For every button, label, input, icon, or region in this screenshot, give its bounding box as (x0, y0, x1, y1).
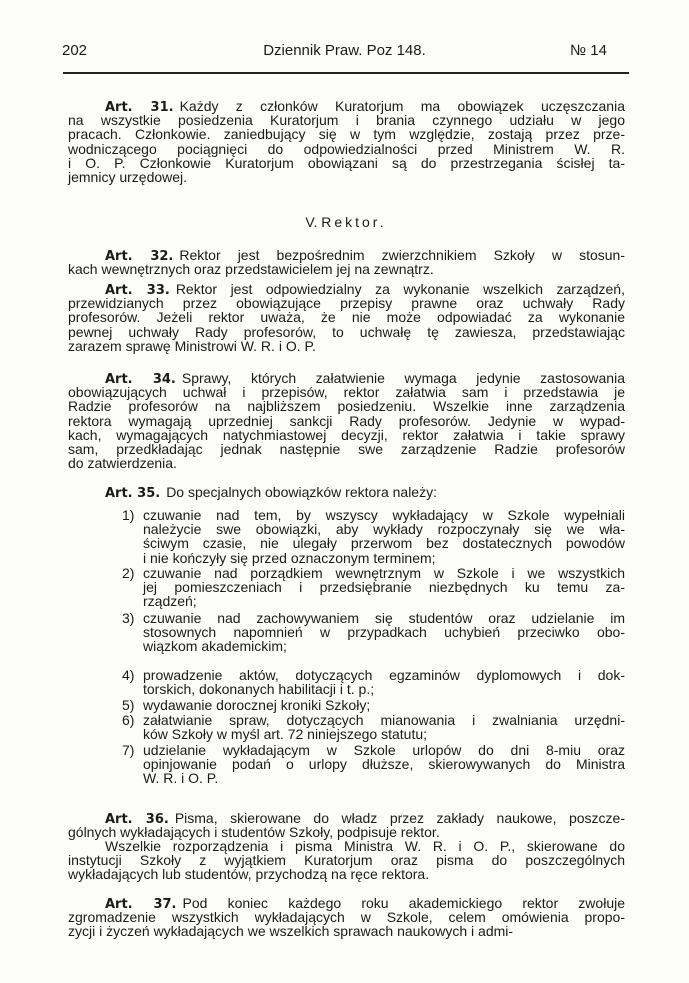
issue-number: № 14 (570, 42, 607, 59)
text-line (143, 594, 625, 608)
text-line (68, 296, 625, 310)
article-label: Art. 37. (105, 897, 177, 912)
text-line (143, 625, 625, 639)
article-label: Art. 32. (105, 249, 174, 264)
line-text: czuwanie nad zachowywaniem się studentów oraz udzielanie im (143, 610, 625, 626)
line-text: W. R. i O. P. (143, 770, 219, 787)
text-line (105, 839, 625, 853)
line-text: Sprawy, których załatwienie wymaga jedynie zastosowania (181, 370, 625, 386)
text-line (68, 924, 625, 938)
text-line (143, 771, 625, 785)
text-line (68, 142, 625, 156)
text-line (143, 566, 625, 580)
list-item-number: 7) (122, 742, 135, 758)
text-line (143, 698, 625, 712)
article-label: Art. 31. (105, 100, 174, 115)
line-text: pewnej uchwały Rady profesorów, to uchwałę tę zawiesza, przedstawiając (68, 323, 625, 340)
text-line (68, 310, 625, 324)
text-line (68, 385, 625, 399)
line-text: jej pomieszczeniach i przedsiębranie niezbędnych ku temu za- (143, 579, 625, 596)
line-text: Rektor jest odpowiedzialny za wykonanie wszelkich zarządzeń, (175, 281, 625, 297)
line-text: prowadzenie aktów, dotyczących egzaminów dyplomowych i dok- (143, 667, 625, 683)
section-number: V. (305, 214, 318, 230)
text-line (105, 485, 625, 499)
text-line (143, 508, 625, 522)
text-line (105, 248, 625, 262)
text-line (143, 743, 625, 757)
line-text: Wszelkie rozporządzenia i pisma Ministra W. R. i O. P., skierowane do (105, 838, 625, 854)
line-text: załatwianie spraw, dotyczących mianowania i zwalniania urzędni- (143, 712, 625, 728)
text-line (68, 910, 625, 924)
line-text: wykładających lub studentów, przychodzą na ręce rektora. (68, 866, 430, 883)
text-line (143, 757, 625, 771)
line-text: instytucji Szkoły z wyjątkiem Kuratorjum oraz pisma do poszczególnych (68, 852, 625, 869)
text-line (105, 282, 625, 296)
text-line (105, 371, 625, 385)
line-text: pracach. Członkowie. zaniedbujący się w tym względzie, zostają przez prze- (68, 126, 625, 143)
line-text: czuwanie nad tem, by wszyscy wykładający w Szkole wypełniali (143, 507, 625, 523)
text-line (143, 551, 625, 565)
text-line (143, 522, 625, 536)
text-line (68, 325, 625, 339)
line-text: rządzeń; (143, 593, 197, 610)
list-item-number: 4) (122, 667, 135, 683)
text-line (143, 713, 625, 727)
line-text: opinjowanie podań o urlopy dłuższe, skierowywanych do Ministra (143, 756, 625, 773)
running-title: Dziennik Praw. Poz 148. (263, 42, 426, 59)
line-text: gólnych wykładających i studentów Szkoły, podpisuje rektor. (68, 824, 440, 841)
text-line (143, 536, 625, 550)
section-title: Rektor. (321, 214, 387, 230)
text-line (68, 399, 625, 413)
text-line (68, 339, 625, 353)
line-text: zgromadzenie wszystkich wykładających w Szkole, celem omówienia propo- (68, 909, 625, 926)
line-text: obowiązujących uchwał i przepisów, rektor załatwia sam i przedstawia je (68, 384, 625, 401)
text-line (105, 811, 625, 825)
section-heading (63, 215, 629, 229)
text-line (105, 99, 625, 113)
list-item-number: 1) (122, 507, 135, 523)
text-line (68, 170, 625, 184)
text-line (68, 456, 625, 470)
text-line (68, 113, 625, 127)
list-item-number: 3) (122, 610, 135, 626)
line-text: udzielanie wykładającym w Szkole urlopów do dni 8-miu oraz (143, 742, 625, 758)
list-item-number: 6) (122, 712, 135, 728)
line-text: sam, przedkładając jednak następnie swe zarządzenie Radzie profesorów (68, 441, 625, 457)
line-text: przewidzianych przez obowiązujące przepisy prawne oraz uchwały Rady (68, 295, 625, 312)
text-line (143, 668, 625, 682)
line-text: jemnicy urzędowej. (68, 169, 188, 185)
line-text: rektora wymagają uprzedniej sankcji Rady profesorów. Jedynie w wypad- (68, 412, 625, 429)
article-label: Art. 34. (105, 372, 176, 387)
text-line (68, 127, 625, 141)
line-text: ściwym czasie, nie ulegały przerwom bez dostatecznych powodów (143, 535, 625, 552)
line-text: wiązkom akademickim; (143, 638, 287, 655)
header-rule (63, 72, 629, 74)
line-text: na wszystkie posiedzenia Kuratorjum i brania czynnego udziału w jego (68, 112, 625, 129)
line-text: ków Szkoły w myśl art. 72 niniejszego statutu; (143, 726, 428, 743)
line-text: i O. P. Członkowie Kuratorjum obowiązani są do przestrzegania ścisłej ta- (68, 154, 625, 171)
line-text: profesorów. Jeżeli rektor uważa, że nie może odpowiadać za wykonanie (68, 309, 625, 326)
line-text: Pisma, skierowane do władz przez zakłady naukowe, poszcze- (174, 810, 625, 826)
line-text: Każdy z członków Kuratorjum ma obowiązek uczęszczania (179, 98, 625, 114)
text-line (143, 682, 625, 696)
line-text: czuwanie nad porządkiem wewnętrznym w Szkole i we wszystkich (143, 565, 625, 581)
line-text: Pod koniec każdego roku akademickiego rektor zwołuje (182, 895, 625, 911)
article-label: Art. 36. (105, 812, 169, 827)
line-text: Rektor jest bezpośrednim zwierzchnikiem Szkoły w stosun- (179, 247, 625, 263)
line-text: Do specjalnych obowiązków rektora należy: (166, 484, 437, 500)
text-line (143, 727, 625, 741)
line-text: zycji i życzeń wykładających we wszelkich sprawach naukowych i admi- (68, 923, 514, 940)
line-text: torskich, dokonanych habilitacji i t. p.; (143, 681, 375, 698)
page-number: 202 (62, 42, 88, 59)
text-line (68, 853, 625, 867)
article-label: Art. 35. (105, 486, 161, 501)
text-line (143, 611, 625, 625)
text-line (105, 896, 625, 910)
text-line (143, 580, 625, 594)
line-text: Radzie profesorów na najbliższem posiedzeniu. Wszelkie inne zarządzenia (68, 398, 625, 415)
text-line (68, 442, 625, 456)
line-text: wodniczącego pociągnięci do odpowiedzialności przed Ministrem W. R. (68, 140, 625, 157)
line-text: do zatwierdzenia. (68, 455, 177, 472)
text-line (68, 428, 625, 442)
text-line (143, 639, 625, 653)
text-line (68, 867, 625, 881)
line-text: zarazem sprawę Ministrowi W. R. i O. P. (68, 337, 316, 354)
line-text: stosownych napomnień w przypadkach uchybień przeciwko obo- (143, 624, 625, 641)
text-line (68, 262, 625, 276)
list-item-number: 5) (122, 697, 135, 713)
text-line (68, 156, 625, 170)
line-text: należycie swe obowiązki, aby wykłady rozpoczynały się we wła- (143, 521, 625, 538)
text-line (68, 414, 625, 428)
list-item-number: 2) (122, 565, 135, 581)
line-text: kach, wymagających natychmiastowej decyzji, rektor załatwia i takie sprawy (68, 426, 625, 443)
line-text: i nie kończyły się przed oznaczonym terminem; (143, 549, 436, 566)
line-text: kach wewnętrznych oraz przedstawicielem jej na zewnątrz. (68, 261, 434, 278)
line-text: wydawanie dorocznej kroniki Szkoły; (143, 697, 371, 713)
article-label: Art. 33. (105, 283, 170, 298)
